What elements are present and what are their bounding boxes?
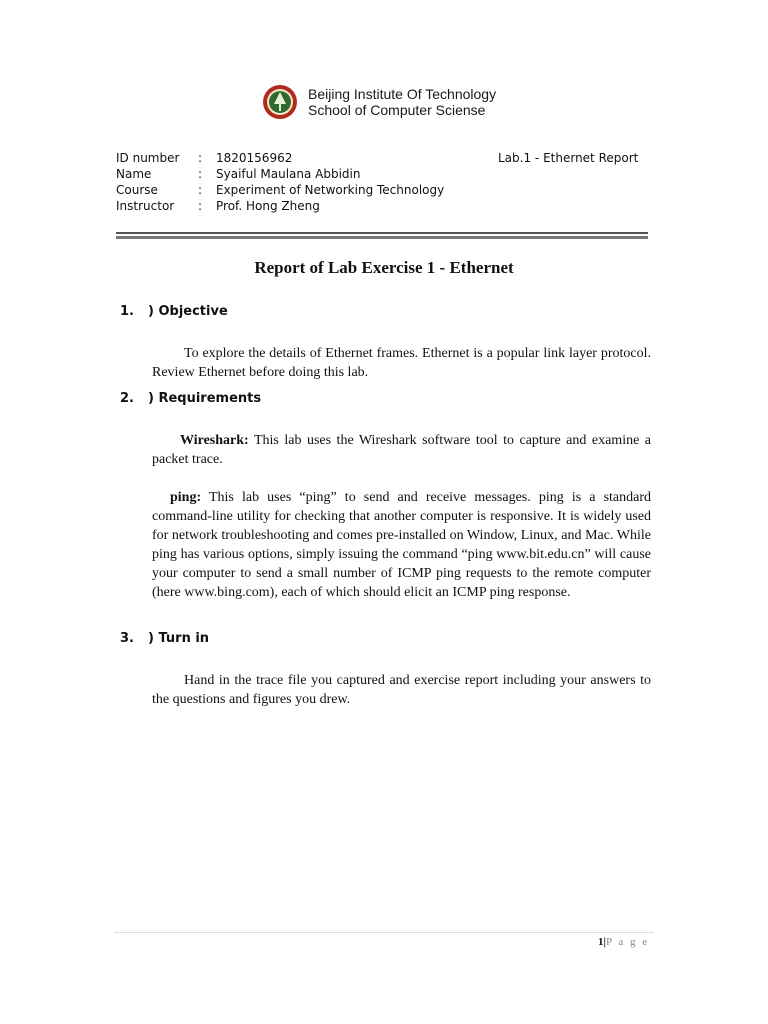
info-value: Prof. Hong Zheng bbox=[216, 199, 320, 213]
page-footer bbox=[598, 936, 649, 948]
info-row-name bbox=[116, 166, 444, 182]
ping-text: This lab uses “ping” to send and receive messages. ping is a standard command-line utility for checking that another computer is responsive. It is widely used for network troubleshooting and comes pre-installed on Window, Linux, and Mac. While ping has various options, simply issuing the command “ping www.bit.edu.cn” will cause your computer to send a small number of ICMP ping requests to the remote computer (here www.bing.com), each of which should elicit an ICMP ping response. bbox=[152, 490, 652, 600]
student-info bbox=[116, 150, 444, 214]
info-row-course bbox=[116, 182, 444, 198]
info-colon: : bbox=[198, 199, 203, 213]
page-number: 1 bbox=[598, 936, 604, 948]
header-divider bbox=[116, 232, 648, 234]
page-label: P a g e bbox=[605, 936, 650, 948]
objective-text: To explore the details of Ethernet frames. Ethernet is a popular link layer protocol. Review Ethernet before doing this lab. bbox=[152, 346, 651, 380]
info-colon: : bbox=[198, 167, 203, 181]
ping-paragraph bbox=[152, 488, 651, 602]
turn-in-paragraph bbox=[152, 671, 651, 709]
footer-divider bbox=[114, 932, 654, 933]
info-label: ID number bbox=[116, 151, 180, 165]
ping-term: ping: bbox=[170, 490, 202, 505]
lab-label: Lab.1 - Ethernet Report bbox=[498, 151, 639, 165]
info-row-instructor bbox=[116, 198, 444, 214]
header-divider-thick bbox=[116, 236, 648, 239]
info-value: Syaiful Maulana Abbidin bbox=[216, 167, 361, 181]
section-number: 1. bbox=[120, 304, 134, 319]
page-separator: | bbox=[603, 936, 606, 948]
report-title: Report of Lab Exercise 1 - Ethernet bbox=[254, 258, 514, 277]
info-row-id bbox=[116, 150, 444, 166]
institution-header bbox=[308, 86, 496, 118]
institution-logo bbox=[262, 84, 298, 120]
section-title: ) Objective bbox=[148, 304, 228, 319]
wireshark-term: Wireshark: bbox=[180, 433, 249, 448]
info-colon: : bbox=[198, 183, 203, 197]
section-title: ) Requirements bbox=[148, 391, 262, 406]
section-heading-requirements bbox=[120, 391, 261, 406]
wireshark-text: This lab uses the Wireshark software tool to capture and examine a packet trace. bbox=[152, 433, 652, 467]
objective-paragraph bbox=[152, 344, 651, 382]
section-number: 2. bbox=[120, 391, 134, 406]
section-heading-turn-in bbox=[120, 631, 209, 646]
school-name: School of Computer Sciense bbox=[308, 102, 486, 118]
info-value: Experiment of Networking Technology bbox=[216, 183, 445, 197]
info-label: Course bbox=[116, 183, 158, 197]
institution-name: Beijing Institute Of Technology bbox=[308, 86, 497, 102]
info-value: 1820156962 bbox=[216, 151, 293, 165]
wireshark-paragraph bbox=[152, 431, 651, 469]
section-title: ) Turn in bbox=[148, 631, 210, 646]
info-label: Name bbox=[116, 167, 152, 181]
section-heading-objective bbox=[120, 304, 228, 319]
info-colon: : bbox=[198, 151, 203, 165]
turn-in-text: Hand in the trace file you captured and exercise report including your answers to the questions and figures you drew. bbox=[152, 673, 651, 707]
info-label: Instructor bbox=[116, 199, 175, 213]
section-number: 3. bbox=[120, 631, 134, 646]
